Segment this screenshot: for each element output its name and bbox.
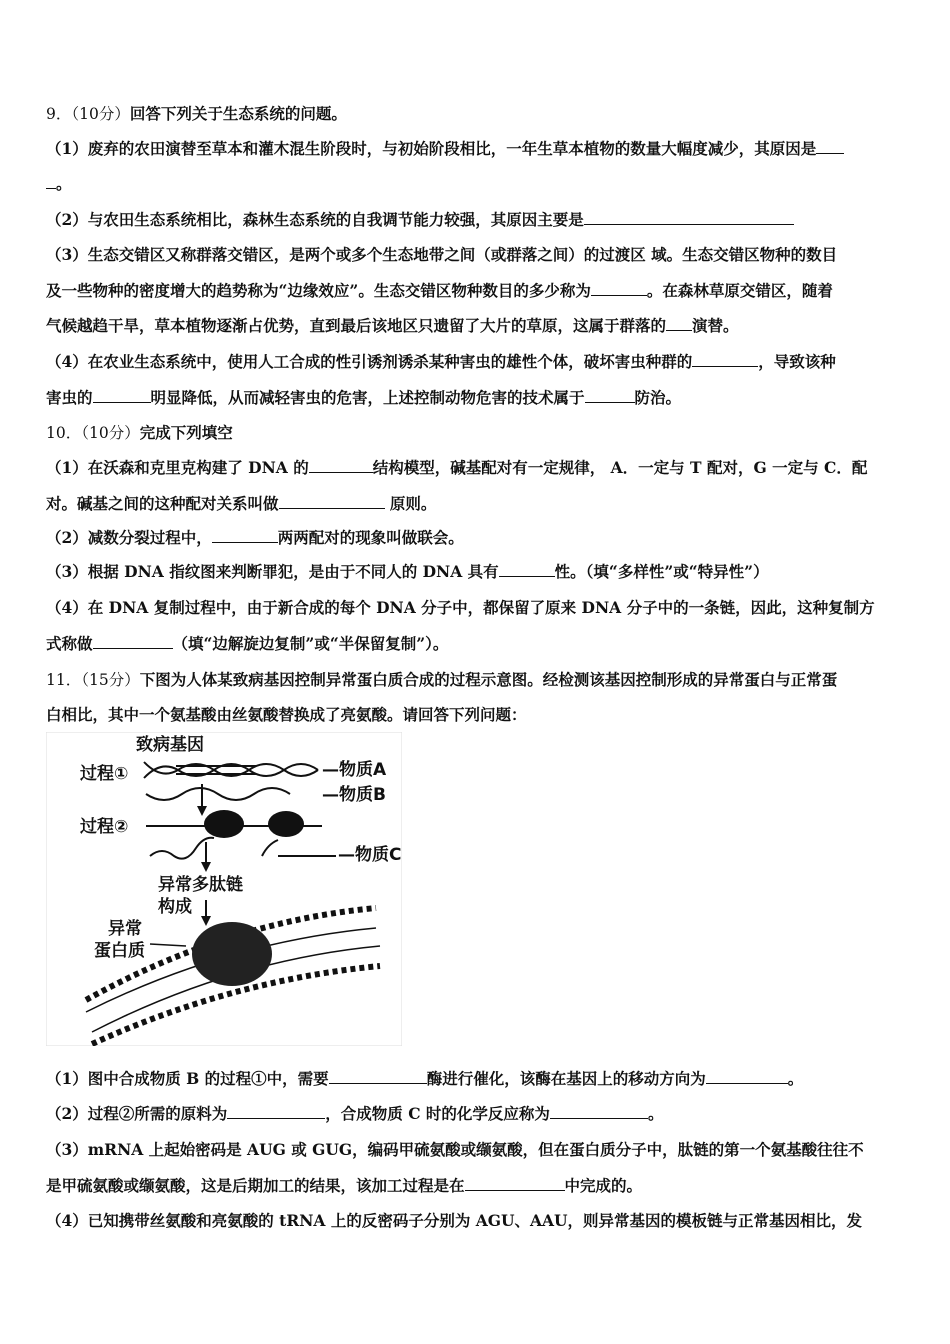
abnormal-protein-label-2: 蛋白质 — [94, 941, 145, 961]
protein-synthesis-diagram — [46, 732, 402, 1046]
q9-part4-text5: 防治。 — [634, 388, 682, 407]
answer-blank[interactable] — [666, 316, 692, 331]
q9-part3-line3 — [46, 316, 904, 336]
q10-score: （10分） — [81, 424, 140, 442]
q11-part3-text1: （3）mRNA 上起始密码是 AUG 或 GUG，编码甲硫氨酸或缬氨酸，但在蛋白质分子中，肽链的第一个氨基酸往往不 — [46, 1140, 864, 1159]
answer-blank[interactable] — [591, 281, 647, 296]
q11-part3-text2: 是甲硫氨酸或缬氨酸，这是后期加工的结果，该加工过程是在 — [46, 1176, 465, 1195]
form-label: 构成 — [158, 897, 192, 917]
answer-blank[interactable] — [309, 458, 373, 473]
q11-part2 — [46, 1104, 904, 1124]
abnormal-peptide-label: 异常多肽链 — [158, 875, 243, 895]
substance-c-label: —物质C — [338, 845, 402, 865]
answer-blank[interactable] — [499, 562, 555, 577]
q9-part2 — [46, 210, 904, 230]
q9-part4-text4: 明显降低，从而减轻害虫的危害，上述控制动物危害的技术属于 — [150, 388, 585, 407]
ribosome-1 — [204, 810, 244, 838]
ribosome-2 — [268, 811, 304, 837]
q9-part4-text1: （4）在农业生态系统中，使用人工合成的性引诱剂诱杀某种害虫的雄性个体，破坏害虫种群的 — [46, 352, 693, 371]
q10-part3-text1: （3）根据 DNA 指纹图来判断罪犯，是由于不同人的 DNA 具有 — [46, 562, 499, 581]
q11-part4 — [46, 1211, 904, 1231]
q9-part1-end: 。 — [56, 174, 72, 193]
answer-blank[interactable] — [93, 634, 173, 649]
q9-stem: 回答下列关于生态系统的问题。 — [129, 104, 347, 123]
process2-label: 过程② — [80, 817, 129, 837]
q11-part3-line1 — [46, 1140, 904, 1160]
q10-part2-text1: （2）减数分裂过程中， — [46, 528, 212, 547]
q9-part2-text: （2）与农田生态系统相比，森林生态系统的自我调节能力较强，其原因主要是 — [46, 210, 584, 229]
q9-part3-line2 — [46, 281, 904, 301]
q11-stem1: 下图为人体某致病基因控制异常蛋白质合成的过程示意图。经检测该基因控制形成的异常蛋白与正常蛋 — [139, 670, 838, 689]
answer-blank[interactable] — [550, 1104, 648, 1119]
answer-blank[interactable] — [329, 1069, 427, 1084]
q9-part3-text1: （3）生态交错区又称群落交错区，是两个或多个生态地带之间（或群落之间）的过渡区 域。生态交错区物种的数目 — [46, 245, 838, 264]
q9-part4-text3: 害虫的 — [46, 388, 93, 407]
q11-part1-text1: （1）图中合成物质 B 的过程①中，需要 — [46, 1069, 329, 1088]
q9-part1-text: （1）废弃的农田演替至草本和灌木混生阶段时，与初始阶段相比，一年生草本植物的数量大幅度减少，其原因是 — [46, 139, 817, 158]
q10-part4-text3: （填“边解旋边复制”或“半保留复制”）。 — [172, 634, 449, 653]
q10-part4-line2 — [46, 634, 904, 654]
q11-header — [46, 670, 904, 690]
process1-label: 过程① — [80, 764, 129, 784]
answer-blank[interactable] — [816, 139, 844, 154]
substance-b-label: —物质B — [322, 785, 386, 805]
q11-part1-text3: 。 — [787, 1069, 804, 1088]
q9-header — [46, 104, 904, 124]
answer-blank[interactable] — [212, 528, 278, 543]
q11-part1-text2: 酶进行催化，该酶在基因上的移动方向为 — [426, 1069, 706, 1088]
answer-blank[interactable] — [465, 1176, 565, 1191]
q10-header — [46, 423, 904, 443]
answer-blank[interactable] — [279, 494, 385, 509]
q10-part1-line1 — [46, 458, 904, 478]
q11-part3-line2 — [46, 1176, 904, 1196]
answer-blank[interactable] — [692, 352, 758, 367]
q9-score: （10分） — [71, 105, 130, 123]
q11-part2-text1: （2）过程②所需的原料为 — [46, 1104, 228, 1123]
substance-a-label: —物质A — [322, 760, 387, 780]
q11-part3-text3: 中完成的。 — [564, 1176, 643, 1195]
q9-part4-line1 — [46, 352, 904, 372]
q10-stem: 完成下列填空 — [139, 423, 233, 442]
answer-blank[interactable] — [584, 210, 794, 225]
q11-part1 — [46, 1069, 904, 1089]
q9-part4-text2: ，导致该种 — [758, 352, 836, 371]
q10-part1-text1: （1）在沃森和克里克构建了 DNA 的 — [46, 458, 309, 477]
q11-score: （15分） — [81, 671, 140, 689]
q10-part2-text2: 两两配对的现象叫做联会。 — [277, 528, 464, 547]
q10-part4-text1: （4）在 DNA 复制过程中，由于新合成的每个 DNA 分子中，都保留了原来 DNA 分子中的一条链，因此，这种复制方 — [46, 598, 875, 617]
q10-part1-text3: 对。碱基之间的这种配对关系叫做 — [46, 494, 279, 513]
gene-label: 致病基因 — [136, 735, 204, 755]
abnormal-protein-label-1: 异常 — [108, 919, 142, 939]
q9-part1-line1 — [46, 139, 904, 159]
answer-blank[interactable] — [93, 388, 151, 403]
answer-blank[interactable] — [227, 1104, 325, 1119]
q10-part3 — [46, 562, 904, 582]
q9-part3-text5: 演替。 — [692, 316, 739, 335]
q11-stem-line2 — [46, 705, 904, 725]
q11-part4-text: （4）已知携带丝氨酸和亮氨酸的 tRNA 上的反密码子分别为 AGU、AAU，则异常基因的模板链与正常基因相比，发 — [46, 1211, 863, 1230]
q10-part1-line2 — [46, 494, 904, 514]
q10-part4-line1 — [46, 598, 904, 618]
q11-part2-text3: 。 — [647, 1104, 664, 1123]
q10-part1-text4: 原则。 — [384, 494, 437, 513]
q10-part3-text2: 性。（填“多样性”或“特异性”） — [554, 562, 769, 581]
answer-blank[interactable] — [585, 388, 635, 403]
q9-part4-line2 — [46, 388, 904, 408]
q10-part2 — [46, 528, 904, 548]
q11-number: 11． — [46, 671, 82, 689]
answer-blank[interactable] — [46, 174, 56, 189]
answer-blank[interactable] — [706, 1069, 788, 1084]
q11-stem2: 白相比，其中一个氨基酸由丝氨酸替换成了亮氨酸。请回答下列问题： — [46, 705, 527, 724]
q9-part3-text4: 气候越趋干旱，草本植物逐渐占优势，直到最后该地区只遗留了大片的草原，这属于群落的 — [46, 316, 667, 335]
abnormal-protein-blob — [192, 922, 272, 986]
q10-part1-text2: 结构模型，碱基配对有一定规律， A．一定与 T 配对，G 一定与 C．配 — [372, 458, 868, 477]
q9-part3-text2: 及一些物种的密度增大的趋势称为“边缘效应”。生态交错区物种数目的多少称为 — [46, 281, 591, 300]
q9-number: 9． — [46, 105, 72, 123]
q10-part4-text2: 式称做 — [46, 634, 93, 653]
q9-part3-text3: 。在森林草原交错区，随着 — [646, 281, 833, 300]
q9-part1-line2 — [46, 174, 904, 194]
q9-part3-line1 — [46, 245, 904, 265]
q10-number: 10． — [46, 424, 82, 442]
q11-part2-text2: ，合成物质 C 时的化学反应称为 — [325, 1104, 550, 1123]
